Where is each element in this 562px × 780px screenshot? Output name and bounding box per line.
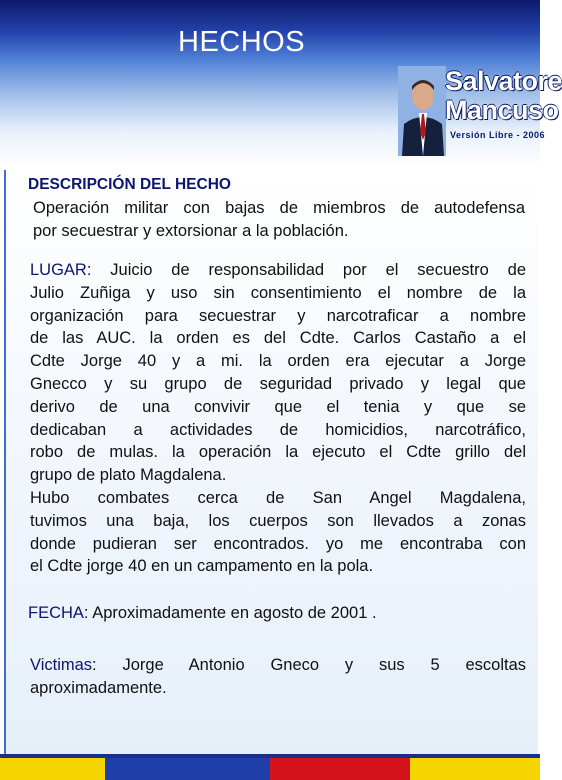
stripe-yellow	[0, 758, 105, 780]
stripe-red	[270, 758, 410, 780]
lugar-line: derivo de una convivir que el tenia y que se	[30, 397, 526, 416]
lugar-line: donde pudieran ser encontrados. yo me encontraba con	[30, 534, 526, 553]
lugar-section	[30, 259, 526, 578]
victimas-label: Victimas	[30, 656, 93, 674]
victimas-section	[30, 654, 526, 700]
description-line: Operación militar con bajas de miembros de autodefensa	[33, 199, 525, 217]
victimas-line: Jorge Antonio Gneco y sus 5 escoltas	[122, 656, 527, 674]
lugar-line: tuvimos una baja, los cuerpos son llevados a zonas	[30, 511, 526, 530]
lugar-label: LUGAR	[30, 261, 87, 279]
lugar-line: organización para secuestrar y narcotraficar a nombre	[30, 306, 526, 325]
fecha-label: FECHA	[28, 604, 84, 622]
logo-first-name: Salvatore	[445, 66, 562, 96]
logo-last-name: Mancuso	[445, 95, 559, 125]
lugar-line: Hubo combates cerca de San Angel Magdalena,	[30, 488, 526, 507]
lugar-line: Gnecco y su grupo de seguridad privado y legal que	[30, 374, 526, 393]
lugar-line: Juicio de responsabilidad por el secuestro de	[110, 261, 526, 279]
victimas-first-line: Victimas: Jorge Antonio Gneco y sus 5 escoltas	[30, 656, 527, 674]
logo-tagline: Versión Libre - 2006	[450, 130, 546, 140]
lugar-line: grupo de plato Magdalena.	[30, 466, 227, 485]
lugar-first-line: LUGAR: Juicio de responsabilidad por el secuestro de	[30, 261, 526, 279]
description-line: por secuestrar y extorsionar a la población.	[33, 221, 349, 240]
page-title: HECHOS	[178, 26, 306, 58]
lugar-line: de las AUC. la orden es del Cdte. Carlos Castaño a el	[30, 329, 526, 348]
stripe-blue	[105, 758, 270, 780]
lugar-line: dedicaban a actividades de homicidios, narcotráfico,	[30, 420, 526, 439]
lugar-line: robo de mulas. la operación la ejecuto el Cdte grillo del	[30, 443, 526, 462]
lugar-line: Julio Zuñiga y uso sin consentimiento el nombre de la	[30, 283, 526, 302]
victimas-line: aproximadamente.	[30, 678, 167, 697]
fecha-section: FECHA: Aproximadamente en agosto de 2001 .	[28, 604, 377, 622]
mancuso-logo	[398, 64, 562, 160]
fecha-value: Aproximadamente en agosto de 2001 .	[92, 604, 377, 622]
description-heading: DESCRIPCIÓN DEL HECHO	[28, 176, 231, 193]
footer-stripe	[0, 758, 540, 780]
lugar-line: Cdte Jorge 40 y a mi. la orden era ejecutar a Jorge	[30, 352, 526, 371]
description-section	[28, 174, 231, 197]
description-text	[33, 197, 525, 243]
portrait-image	[398, 66, 446, 156]
lugar-line: el Cdte jorge 40 en un campamento en la pola.	[30, 557, 374, 576]
stripe-yellow	[410, 758, 540, 780]
